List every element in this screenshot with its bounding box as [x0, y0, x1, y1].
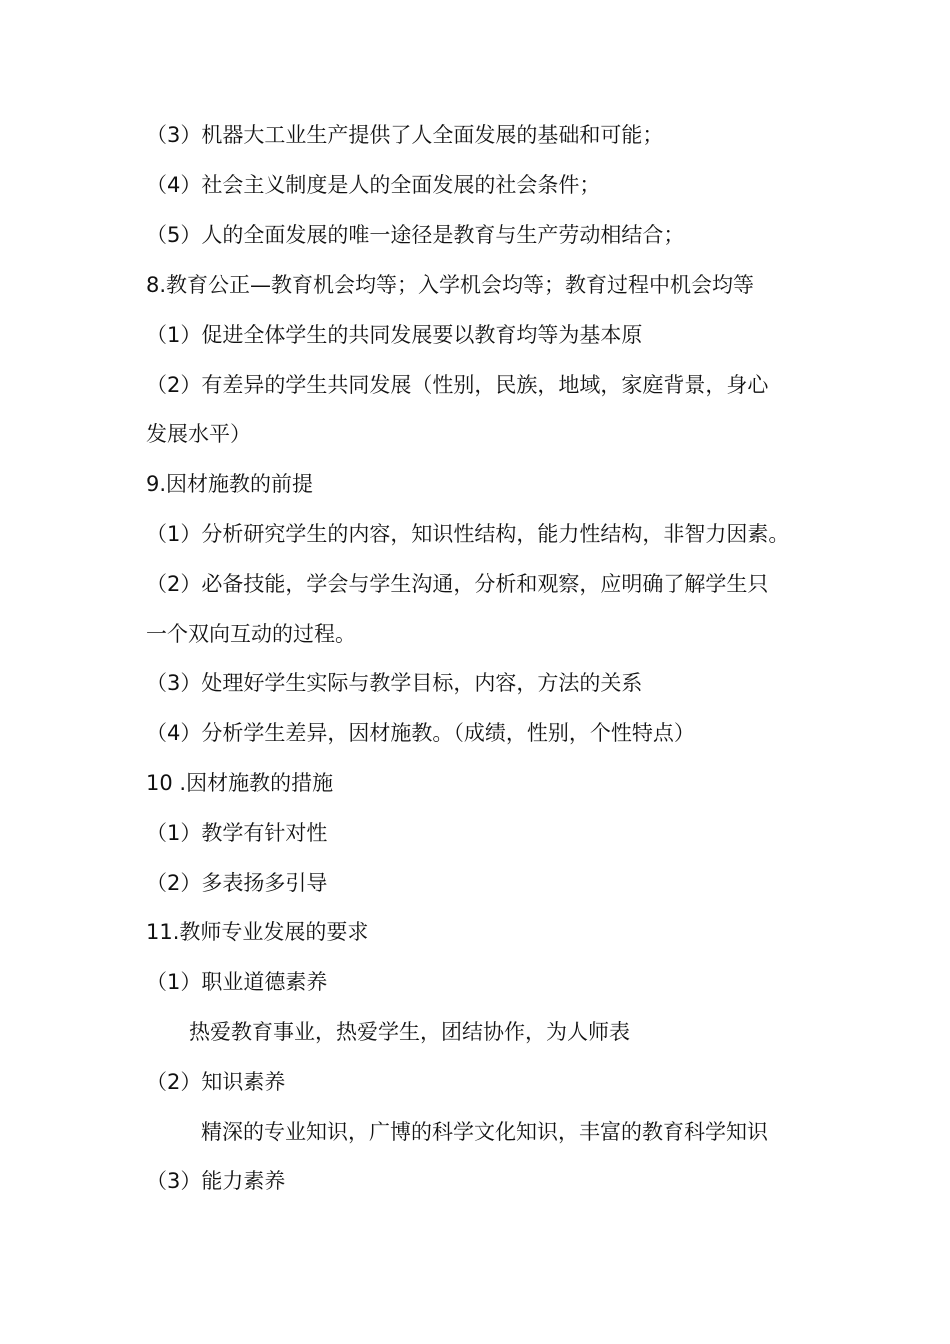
- list-item: （1）促进全体学生的共同发展要以教育均等为基本原: [146, 323, 643, 347]
- list-item-detail: 精深的专业知识，广博的科学文化知识，丰富的教育科学知识: [201, 1120, 768, 1144]
- list-item: （2）必备技能，学会与学生沟通，分析和观察，应明确了解学生只: [146, 572, 769, 596]
- list-item: （2）多表扬多引导: [146, 871, 328, 895]
- list-item-continuation: 发展水平）: [146, 422, 251, 446]
- list-item: （2）知识素养: [146, 1070, 286, 1094]
- list-item: （3）机器大工业生产提供了人全面发展的基础和可能；: [146, 123, 664, 147]
- section-heading: 9.因材施教的前提: [146, 472, 314, 496]
- list-item: （1）分析研究学生的内容，知识性结构，能力性结构，非智力因素。: [146, 522, 790, 546]
- list-item: （2）有差异的学生共同发展（性别，民族，地域，家庭背景，身心: [146, 373, 769, 397]
- section-heading: 10 .因材施教的措施: [146, 771, 334, 795]
- list-item-detail: 热爱教育事业，热爱学生，团结协作，为人师表: [189, 1020, 630, 1044]
- section-heading: 11.教师专业发展的要求: [146, 920, 369, 944]
- list-item: （3）处理好学生实际与教学目标，内容，方法的关系: [146, 671, 643, 695]
- list-item: （1）职业道德素养: [146, 970, 328, 994]
- list-item: （4）社会主义制度是人的全面发展的社会条件；: [146, 173, 601, 197]
- section-heading: 8.教育公正—教育机会均等；入学机会均等；教育过程中机会均等: [146, 273, 755, 297]
- list-item: （5）人的全面发展的唯一途径是教育与生产劳动相结合；: [146, 223, 685, 247]
- list-item: （4）分析学生差异，因材施教。（成绩，性别，个性特点）: [146, 721, 695, 745]
- list-item-continuation: 一个双向互动的过程。: [146, 622, 356, 646]
- list-item: （1）教学有针对性: [146, 821, 328, 845]
- list-item: （3）能力素养: [146, 1169, 286, 1193]
